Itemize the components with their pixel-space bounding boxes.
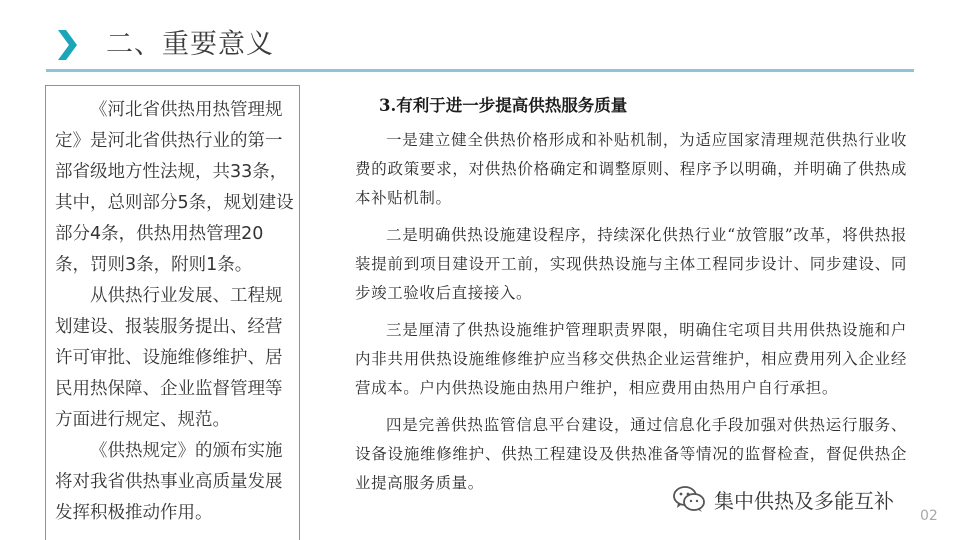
detail-paragraph-2: 二是明确供热设施建设程序，持续深化供热行业“放管服”改革，将供热报装提前到项目建设开工前，实现供热设施与主体工程同步设计、同步建设、同步竣工验收后直接接入。 <box>355 226 907 302</box>
detail-paragraph-1: 一是建立健全供热价格形成和补贴机制，为适应国家清理规范供热行业收费的政策要求，对供热价格确定和调整原则、程序予以明确，并明确了供热成本补贴机制。 <box>355 131 907 207</box>
title-divider <box>46 69 914 72</box>
section-heading: 3.有利于进一步提高供热服务质量 <box>379 96 628 115</box>
page-number: 02 <box>920 508 938 524</box>
summary-paragraph-1: 《河北省供热用热管理规定》是河北省供热行业的第一部省级地方性法规，共33条，其中，总则部分5条，规划建设部分4条，供热用热管理20条，罚则3条，附则1条。 <box>55 100 294 275</box>
page-title: 二、重要意义 <box>106 29 274 60</box>
summary-content <box>55 95 295 529</box>
summary-paragraph-2: 从供热行业发展、工程规划建设、报装服务提出、经营许可审批、设施维修维护、居民用热保障、企业监督管理等方面进行规定、规范。 <box>55 286 283 430</box>
detail-section <box>355 92 907 506</box>
detail-paragraph-3: 三是厘清了供热设施维护管理职责界限，明确住宅项目共用供热设施和户内非共用供热设施维修维护应当移交供热企业运营维护，相应费用列入企业经营成本。户内供热设施由热用户维护，相应费用由热用户自行承担。 <box>355 321 907 397</box>
summary-paragraph-3: 《供热规定》的颁布实施将对我省供热事业高质量发展发挥积极推动作用。 <box>55 441 283 523</box>
wechat-icon <box>672 484 706 514</box>
watermark <box>672 482 896 516</box>
watermark-text: 集中供热及多能互补 <box>712 485 896 514</box>
summary-box <box>45 85 300 540</box>
chevron-right-icon <box>56 28 78 62</box>
detail-paragraph-4: 四是完善供热监管信息平台建设，通过信息化手段加强对供热运行服务、设备设施维修维护、供热工程建设及供热准备等情况的监督检查，督促供热企业提高服务质量。 <box>355 416 907 492</box>
